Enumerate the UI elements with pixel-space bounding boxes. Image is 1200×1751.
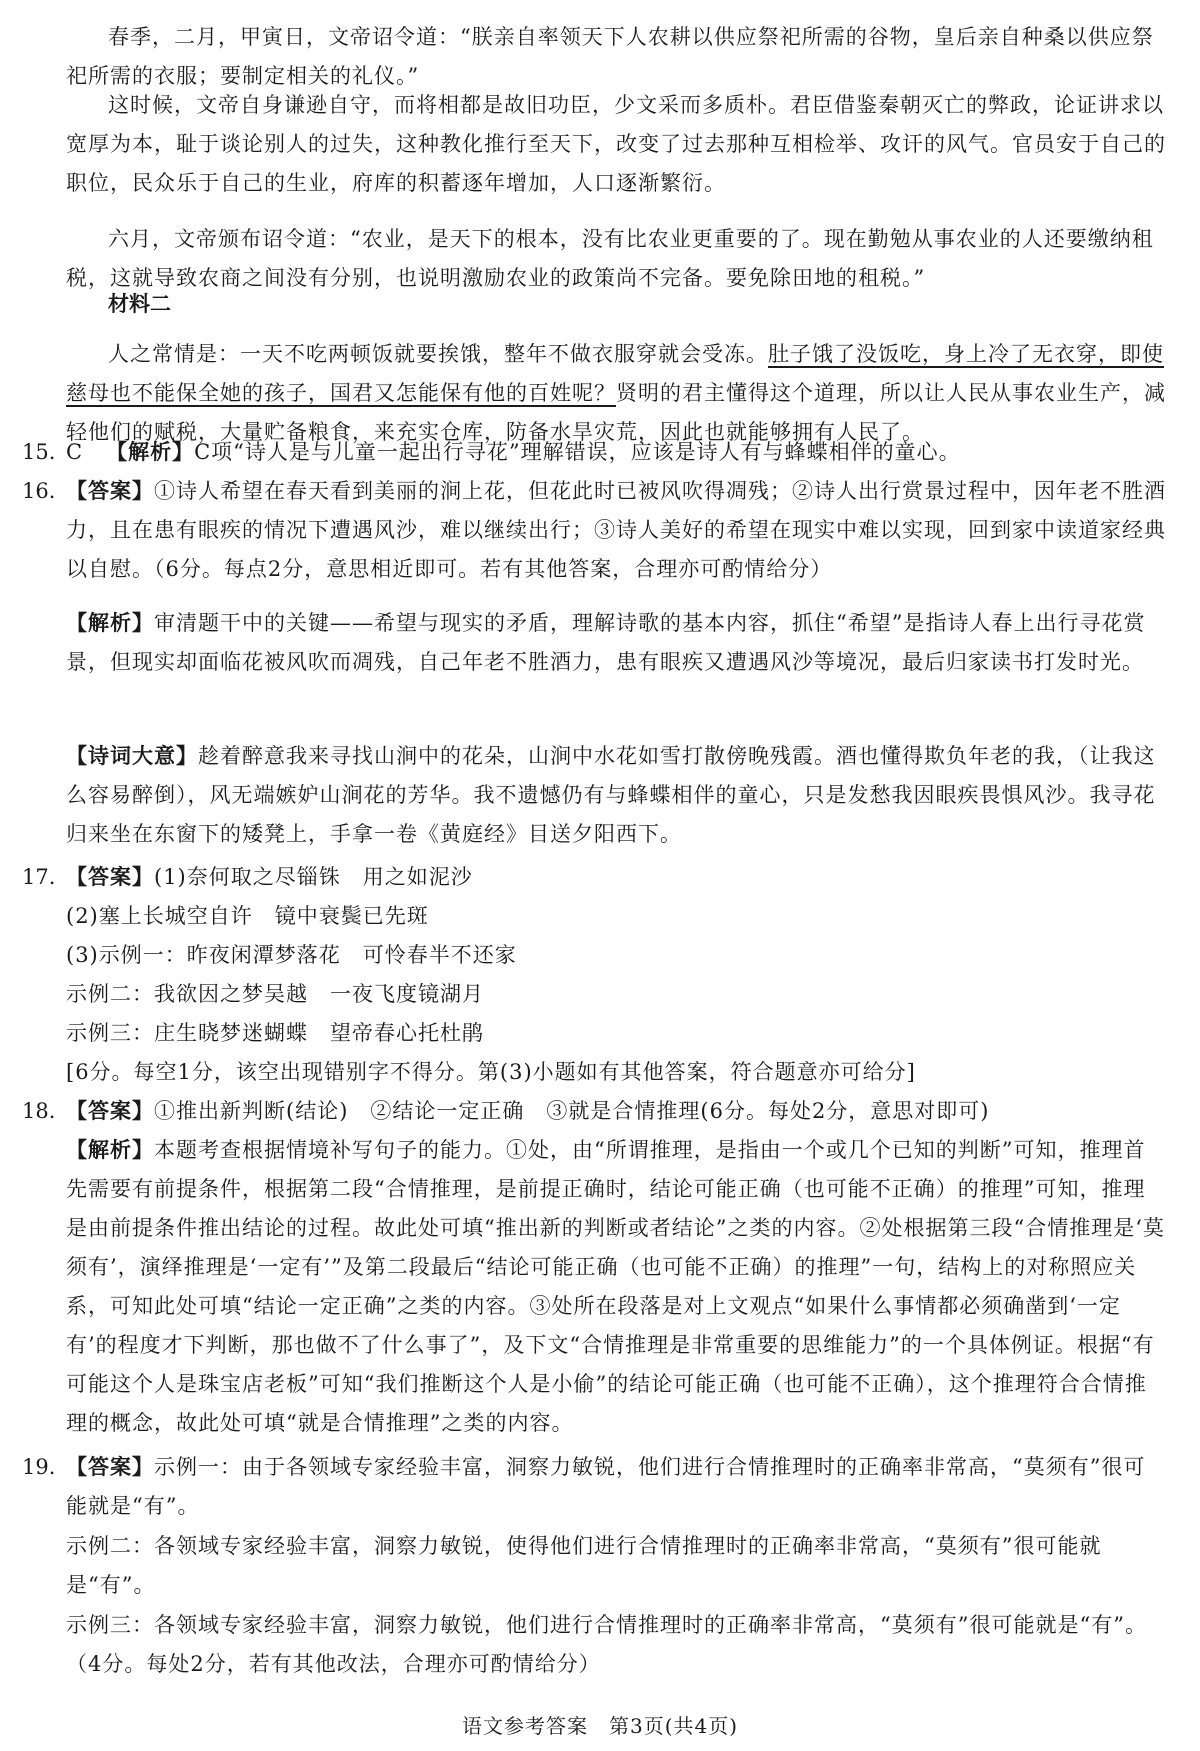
- q18-answer-3: ③就是合情推理(6分。每处2分，意思对即可): [546, 1099, 990, 1123]
- q18-answer-tag: 【答案】: [66, 1099, 154, 1123]
- question-number-17: 17.: [22, 865, 56, 889]
- q16-analysis-tag: 【解析】: [66, 611, 154, 635]
- q16-meaning-tag: 【诗词大意】: [66, 744, 198, 768]
- q15-analysis-tag: 【解析】: [106, 440, 195, 464]
- q17-line-3: [66, 936, 1166, 975]
- material2-text-start: 人之常情是：一天不吃两顿饭就要挨饿，整年不做衣服穿就会受冻。: [108, 342, 768, 366]
- q17-answer-tag: 【答案】: [66, 865, 154, 889]
- q17-1-second-half: 用之如泥沙: [362, 865, 473, 889]
- q18-analysis-tag: 【解析】: [66, 1138, 154, 1162]
- q15-answer: C: [66, 440, 84, 464]
- q18-analysis: 本题考查根据情境补写句子的能力。①处，由“所谓推理，是指由一个或几个已知的判断”可知，推理首先需要有前提条件，根据第二段“合情推理，是前提正确时，结论可能正确（也可能不正确）的推理”可知，推理是由前提条件推出结论的过程。故此处可填“推出新的判断或者结论”之类的内容。②处根据第三段“合情推理是‘莫须有’，演绎推理是‘一定有’”及第二段最后“结论可能正确（也可能不正确）的推理”一句，结构上的对称照应关系，可知此处可填“结论一定正确”之类的内容。③处所在段落是对上文观点“如果什么事情都必须确凿到‘一定有’的程度才下判断，那也做不了什么事了”，及下文“合情推理是非常重要的思维能力”的一个具体例证。根据“有可能这个人是珠宝店老板”可知“我们推断这个人是小偷”的结论可能正确（也可能不正确），这个推理符合合情推理的概念，故此处可填“就是合情推理”之类的内容。: [66, 1138, 1165, 1435]
- q15-analysis: C项“诗人是与儿童一起出行寻花”理解错误，应该是诗人有与蜂蝶相伴的童心。: [194, 440, 961, 464]
- q19-example-3: 示例三：各领域专家经验丰富，洞察力敏锐，他们进行合情推理时的正确率非常高，“莫须有”很可能就是“有”。（4分。每处2分，若有其他改法，合理亦可酌情给分）: [66, 1613, 1147, 1676]
- material2-underlined-sentence: 肚子饿了没饭吃，身上冷了无衣穿，即使慈母也不能保全她的孩子，国君又怎能保有他的百姓呢？: [66, 342, 1164, 405]
- q17-line-2: [66, 897, 1166, 936]
- q17-2-second-half: 镜中衰鬓已先斑: [274, 904, 429, 928]
- q19-example-2: 示例二：各领域专家经验丰富，洞察力敏锐，使得他们进行合情推理时的正确率非常高，“莫须有”很可能就是“有”。: [66, 1534, 1102, 1597]
- page-footer: 语文参考答案 第3页(共4页): [461, 1714, 739, 1738]
- question-number-18: 18.: [22, 1099, 56, 1123]
- q17-3-example1-second: 可怜春半不还家: [362, 943, 517, 967]
- q16-answer-block: [66, 472, 1166, 589]
- q17-line-1: [66, 858, 1166, 897]
- q16-analysis: 审清题干中的关键——希望与现实的矛盾，理解诗歌的基本内容，抓住“希望”是指诗人春上出行寻花赏景，但现实却面临花被风吹而凋残，自己年老不胜酒力，患有眼疾又遭遇风沙等境况，最后归家读书打发时光。: [66, 611, 1146, 674]
- material1-paragraph-3: 六月，文帝颁布诏令道：“农业，是天下的根本，没有比农业更重要的了。现在勤勉从事农业的人还要缴纳租税，这就导致农商之间没有分别，也说明激励农业的政策尚不完备。要免除田地的租税。”: [66, 227, 1154, 290]
- q16-analysis-block: [66, 604, 1166, 682]
- question-number-16: 16.: [22, 479, 56, 503]
- q18-answer-1: ①推出新判断(结论): [154, 1099, 349, 1123]
- q17-3-example3-second: 望帝春心托杜鹃: [330, 1021, 484, 1045]
- q17-2-first-half: (2)塞上长城空自许: [66, 904, 253, 928]
- q17-line-4: [66, 975, 1166, 1014]
- material2-heading: 材料二: [108, 292, 171, 316]
- q17-3-example2-second: 一夜飞度镜湖月: [330, 982, 484, 1006]
- material1-paragraph-2: 这时候，文帝自身谦逊自守，而将相都是故旧功臣，少文采而多质朴。君臣借鉴秦朝灭亡的弊政，论证讲求以宽厚为本，耻于谈论别人的过失，这种教化推行至天下，改变了过去那种互相检举、攻讦的风气。官员安于自己的职位，民众乐于自己的生业，府库的积蓄逐年增加，人口逐渐繁衍。: [66, 93, 1166, 195]
- q19-answer-tag: 【答案】: [66, 1455, 154, 1479]
- q18-answer-2: ②结论一定正确: [370, 1099, 525, 1123]
- q18-analysis-block: [66, 1131, 1166, 1443]
- q16-answer: ①诗人希望在春天看到美丽的涧上花，但花此时已被风吹得凋残；②诗人出行赏景过程中，因年老不胜酒力，且在患有眼疾的情况下遭遇风沙，难以继续出行；③诗人美好的希望在现实中难以实现，回到家中读道家经典以自慰。（6分。每点2分，意思相近即可。若有其他答案，合理亦可酌情给分）: [66, 479, 1166, 581]
- q17-3-example1-first: (3)示例一：昨夜闲潭梦落花: [66, 943, 341, 967]
- question-number-19: 19.: [22, 1455, 56, 1479]
- q16-answer-tag: 【答案】: [66, 479, 154, 503]
- q17-1-first-half: (1)奈何取之尽锱铢: [154, 865, 341, 889]
- q17-line-5: [66, 1014, 1166, 1053]
- q19-example-1: [66, 1448, 1166, 1526]
- material2-text-end: 贤明的君主懂得这个道理，所以让人民从事农业生产，减轻他们的赋税，大量贮备粮食，来充实仓库，防备水旱灾荒，因此也就能够拥有人民了。: [66, 381, 1166, 444]
- q17-scoring-note: [6分。每空1分，该空出现错别字不得分。第(3)小题如有其他答案，符合题意亦可给分]: [66, 1060, 916, 1084]
- q16-poem-meaning: 趁着醉意我来寻找山涧中的花朵，山涧中水花如雪打散傍晚残霞。酒也懂得欺负年老的我，（让我这么容易醉倒），风无端嫉妒山涧花的芳华。我不遗憾仍有与蜂蝶相伴的童心，只是发愁我因眼疾畏惧风沙。我寻花归来坐在东窗下的矮凳上，手拿一卷《黄庭经》目送夕阳西下。: [66, 744, 1156, 846]
- q17-3-example3-first: 示例三：庄生晓梦迷蝴蝶: [66, 1021, 308, 1045]
- question-number-15: 15.: [22, 440, 56, 464]
- q17-3-example2-first: 示例二：我欲因之梦吴越: [66, 982, 308, 1006]
- q16-meaning-block: [66, 737, 1166, 854]
- material1-paragraph-1: 春季，二月，甲寅日，文帝诏令道：“朕亲自率领天下人农耕以供应祭祀所需的谷物，皇后亲自种桑以供应祭祀所需的衣服；要制定相关的礼仪。”: [66, 25, 1154, 88]
- q18-answer-block: [66, 1092, 1166, 1131]
- q15-content: [66, 433, 1166, 472]
- q19-example-1-text: 示例一：由于各领域专家经验丰富，洞察力敏锐，他们进行合情推理时的正确率非常高，“莫须有”很可能就是“有”。: [66, 1455, 1146, 1518]
